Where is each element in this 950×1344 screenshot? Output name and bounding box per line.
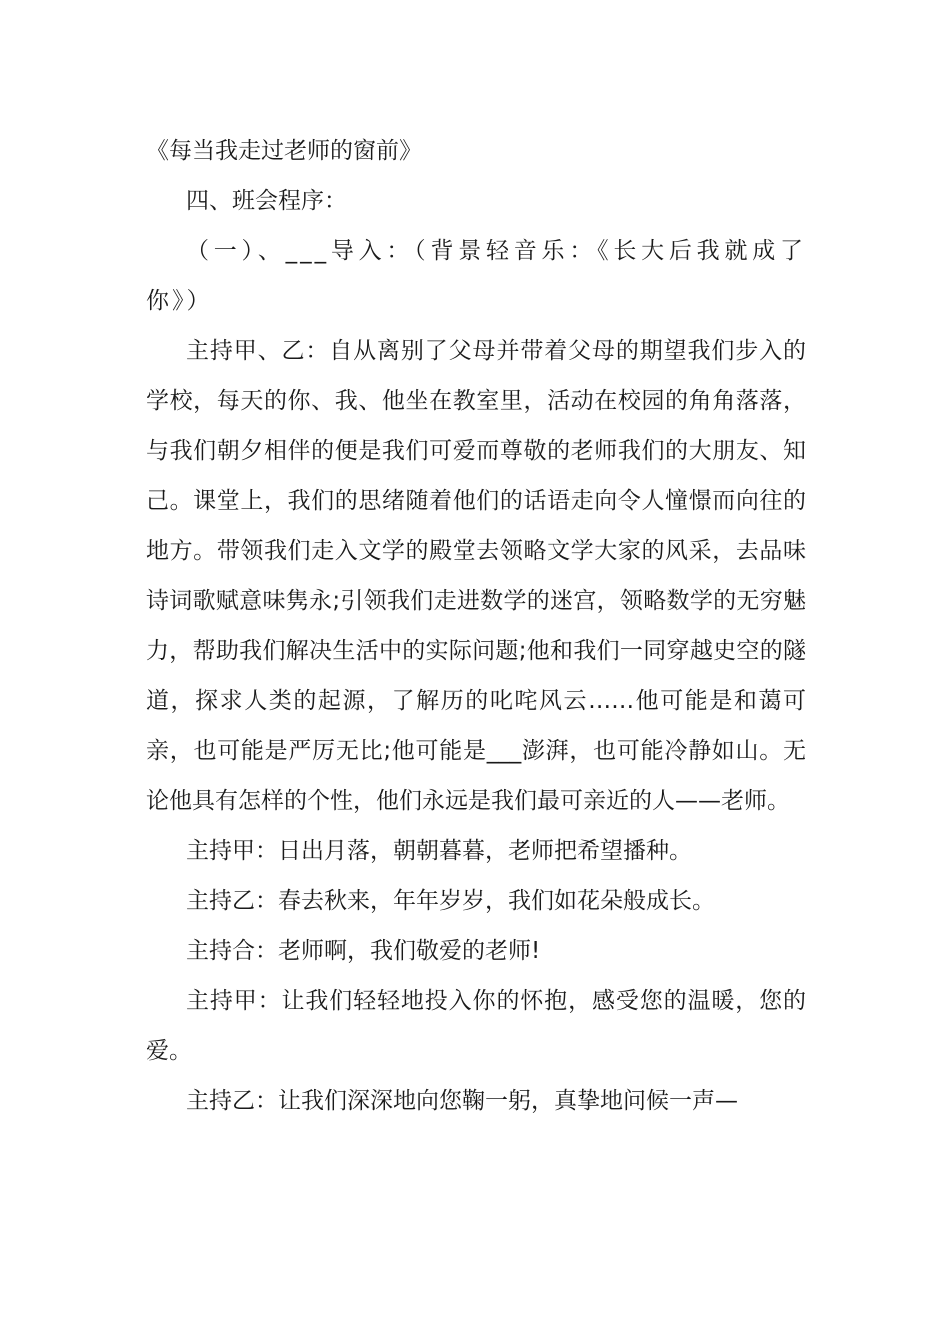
host-b-line-2: 主持乙：让我们深深地向您鞠一躬，真挚地问候一声— [186, 1088, 738, 1114]
section-heading: 四、班会程序： [186, 188, 347, 214]
song-title: 《每当我走过老师的窗前》 [146, 138, 422, 164]
host-a-line-1: 主持甲：日出月落，朝朝暮暮，老师把希望播种。 [186, 838, 692, 864]
host-together-line: 主持合：老师啊，我们敬爱的老师! [186, 938, 541, 964]
step-1-intro: （一）、___导入：（背景轻音乐：《长大后我就成了你》） [146, 238, 806, 314]
host-b-line-1: 主持乙：春去秋来，年年岁岁，我们如花朵般成长。 [186, 888, 715, 914]
host-a-line-2: 主持甲：让我们轻轻地投入你的怀抱，感受您的温暖，您的爱。 [146, 988, 806, 1064]
document-body [146, 126, 806, 1126]
host-ab-speech: 主持甲、乙：自从离别了父母并带着父母的期望我们步入的学校，每天的你、我、他坐在教室里，活动在校园的角角落落，与我们朝夕相伴的便是我们可爱而尊敬的老师我们的大朋友、知己。课堂上，我们的思绪随着他们的话语走向令人憧憬而向往的地方。带领我们走入文学的殿堂去领略文学大家的风采，去品味诗词歌赋意味隽永;引领我们走进数学的迷宫，领略数学的无穷魅力，帮助我们解决生活中的实际问题;他和我们一同穿越史空的隧道，探求人类的起源，了解历的叱咤风云……他可能是和蔼可亲，也可能是严厉无比;他可能是___澎湃，也可能冷静如山。无论他具有怎样的个性，他们永远是我们最可亲近的人——老师。 [146, 338, 806, 814]
